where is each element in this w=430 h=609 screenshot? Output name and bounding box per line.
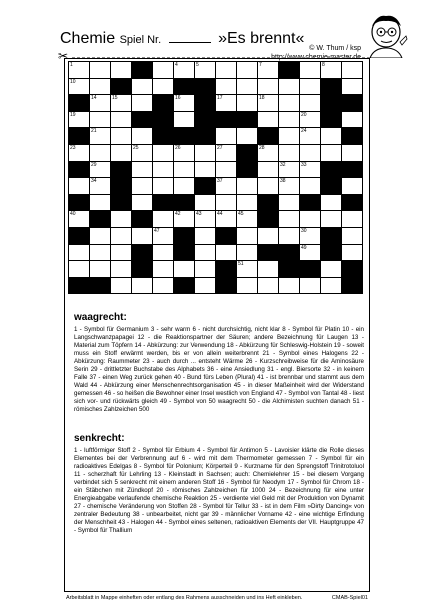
grid-cell-black: [152, 194, 174, 212]
grid-cell[interactable]: [278, 161, 300, 179]
grid-cell[interactable]: [236, 194, 258, 212]
grid-cell[interactable]: [257, 177, 279, 195]
grid-cell[interactable]: [236, 227, 258, 245]
grid-cell[interactable]: [110, 144, 132, 162]
grid-cell-black: [215, 227, 237, 245]
grid-cell[interactable]: [131, 144, 153, 162]
crossword-grid: [68, 61, 368, 294]
grid-cell[interactable]: [236, 277, 258, 295]
grid-cell[interactable]: [110, 111, 132, 129]
grid-cell[interactable]: [68, 177, 90, 195]
grid-cell-black: [320, 94, 342, 112]
grid-cell[interactable]: [341, 61, 363, 79]
clue-number: 15: [112, 95, 118, 102]
worksheet-title: Chemie Spiel Nr. »Es brennt«: [60, 30, 305, 47]
clue-number: 27: [217, 145, 223, 151]
grid-cell[interactable]: [131, 277, 153, 295]
grid-cell[interactable]: [215, 94, 237, 112]
grid-cell-black: [215, 277, 237, 295]
grid-cell[interactable]: [89, 94, 111, 112]
grid-cell-black: [215, 260, 237, 278]
grid-cell[interactable]: [152, 177, 174, 195]
grid-cell[interactable]: [194, 260, 216, 278]
grid-cell-black: [320, 244, 342, 262]
clue-number: 24: [301, 128, 307, 135]
grid-cell-black: [194, 177, 216, 195]
clue-number: 40: [70, 211, 76, 218]
grid-cell[interactable]: [152, 144, 174, 162]
grid-cell[interactable]: [68, 61, 90, 79]
grid-cell-black: [278, 244, 300, 262]
grid-cell[interactable]: [110, 94, 132, 112]
grid-cell[interactable]: [236, 127, 258, 145]
clue-number: 14: [91, 95, 97, 102]
grid-cell[interactable]: [278, 111, 300, 129]
grid-cell-black: [131, 210, 153, 228]
grid-cell[interactable]: [173, 210, 195, 228]
grid-cell[interactable]: [236, 78, 258, 96]
grid-cell[interactable]: [299, 244, 321, 262]
grid-cell[interactable]: [299, 144, 321, 162]
grid-cell[interactable]: [278, 194, 300, 212]
grid-cell-black: [194, 78, 216, 96]
grid-cell[interactable]: [152, 210, 174, 228]
grid-cell-black: [110, 78, 132, 96]
grid-cell[interactable]: [194, 161, 216, 179]
grid-cell[interactable]: [257, 94, 279, 112]
grid-cell-black: [68, 227, 90, 245]
grid-cell[interactable]: [89, 111, 111, 129]
grid-cell[interactable]: [68, 144, 90, 162]
grid-cell[interactable]: [341, 244, 363, 262]
grid-cell-black: [194, 94, 216, 112]
grid-cell[interactable]: [257, 61, 279, 79]
grid-cell-black: [299, 194, 321, 212]
grid-cell-black: [341, 161, 363, 179]
grid-cell[interactable]: [320, 127, 342, 145]
grid-cell-black: [320, 78, 342, 96]
grid-cell-black: [173, 194, 195, 212]
grid-cell[interactable]: [194, 210, 216, 228]
grid-cell[interactable]: [257, 78, 279, 96]
clue-number: 34: [91, 178, 97, 185]
down-clues: 1 - luftförmiger Stoff 2 - Symbol für Erbium 4 - Symbol für Antimon 5 - Lavoisier klärte die Rolle dieses Elementes bei der Verbrennung auf 6 - wird mit dem Thermometer gemessen 7 - Symbol für ein radioaktives Edelgas 8 - Symbol für Polonium; Körperteil 9 - Kurzname für den Sprengstoff Trinitrotoluol 11 - scherzhaft für Lehrling 13 - Kleinstadt in Sachsen; auch: Chemielehrer 15 - bei diesem Vorgang verbindet sich 5 senkrecht mit einem anderen Stoff 16 - Symbol für Neodym 17 - Symbol für Chrom 18 - ein Stäbchen mit Zündkopf 20 - römisches Zahlzeichen für 1000 24 - Bezeichnung für eine unter Energieabgabe verlaufende chemische Reaktion 25 - verdiente viel Geld mit der Produktion von Dynamit 27 - chemische Veränderung von Stoffen 28 - Symbol für Tellur 33 - ist in dem Film »Dirty Dancing« von zentraler Bedeutung 38 - unbearbeitet, nicht gar 39 - männlicher Vorname 42 - eine wichtige Erfindung der Menschheit 43 - Halogen 44 - Symbol eines seltenen, radioaktiven Elements der VII. Hauptgruppe 47 - Symbol für Thallium: [74, 447, 364, 534]
grid-cell[interactable]: [278, 227, 300, 245]
clue-number: 37: [217, 178, 223, 185]
grid-cell[interactable]: [110, 127, 132, 145]
grid-cell-black: [278, 260, 300, 278]
clue-number: 51: [238, 261, 244, 268]
grid-cell[interactable]: [89, 227, 111, 245]
grid-cell[interactable]: [278, 78, 300, 96]
grid-cell-black: [152, 127, 174, 145]
clue-number: 26: [175, 145, 181, 151]
clue-number: 8: [322, 62, 325, 68]
grid-cell[interactable]: [320, 260, 342, 278]
chemist-cartoon-icon: [364, 12, 408, 58]
grid-cell[interactable]: [236, 244, 258, 262]
grid-cell[interactable]: [131, 227, 153, 245]
clue-number: 4: [175, 62, 178, 68]
grid-cell-black: [341, 127, 363, 145]
grid-cell[interactable]: [131, 127, 153, 145]
grid-cell[interactable]: [173, 177, 195, 195]
grid-cell[interactable]: [68, 244, 90, 262]
grid-cell-black: [152, 94, 174, 112]
scissors-icon: ✂: [58, 49, 69, 63]
grid-cell[interactable]: [194, 194, 216, 212]
grid-cell[interactable]: [173, 260, 195, 278]
grid-cell-black: [194, 111, 216, 129]
grid-cell-black: [257, 244, 279, 262]
grid-cell[interactable]: [299, 127, 321, 145]
clue-number: 21: [91, 128, 97, 135]
grid-cell[interactable]: [257, 260, 279, 278]
grid-cell[interactable]: [152, 260, 174, 278]
grid-cell-black: [131, 111, 153, 129]
grid-cell[interactable]: [215, 177, 237, 195]
grid-cell[interactable]: [236, 260, 258, 278]
grid-cell-black: [110, 177, 132, 195]
clue-number: 33: [301, 161, 307, 168]
grid-cell[interactable]: [215, 244, 237, 262]
grid-cell[interactable]: [89, 177, 111, 195]
grid-cell[interactable]: [320, 194, 342, 212]
grid-cell[interactable]: [110, 277, 132, 295]
clue-number: 17: [217, 95, 223, 102]
grid-cell[interactable]: [299, 94, 321, 112]
grid-cell[interactable]: [152, 161, 174, 179]
grid-cell-black: [110, 194, 132, 212]
grid-cell[interactable]: [236, 61, 258, 79]
clue-number: 30: [301, 228, 307, 234]
grid-cell[interactable]: [236, 210, 258, 228]
grid-cell[interactable]: [299, 111, 321, 129]
clue-number: 18: [259, 95, 265, 102]
grid-cell[interactable]: [215, 61, 237, 79]
footer: Arbeitsblatt in Mappe einheften oder entlang des Rahmens ausschneiden und ins Heft einkleben. CMAB-Spiel01: [66, 595, 368, 601]
grid-cell[interactable]: [215, 194, 237, 212]
grid-cell[interactable]: [110, 210, 132, 228]
grid-cell-black: [257, 127, 279, 145]
clue-number: 28: [259, 145, 265, 151]
clue-number: 43: [196, 211, 202, 218]
credit: © W. Thum / ksp http://www.chemie-master.de: [271, 45, 361, 61]
grid-cell[interactable]: [152, 61, 174, 79]
grid-cell-black: [341, 260, 363, 278]
grid-cell[interactable]: [278, 94, 300, 112]
clue-number: 7: [259, 62, 262, 68]
grid-cell[interactable]: [173, 144, 195, 162]
grid-cell-black: [68, 94, 90, 112]
grid-cell[interactable]: [173, 161, 195, 179]
clue-number: 42: [175, 211, 181, 218]
across-heading: waagrecht:: [74, 312, 127, 323]
number-blank: [169, 32, 211, 43]
grid-cell[interactable]: [131, 94, 153, 112]
clue-number: 1: [70, 62, 73, 68]
grid-cell[interactable]: [257, 161, 279, 179]
clue-number: 47: [154, 228, 160, 234]
grid-cell[interactable]: [299, 177, 321, 195]
grid-cell-black: [341, 94, 363, 112]
clue-number: 19: [70, 111, 76, 118]
grid-cell[interactable]: [131, 78, 153, 96]
grid-cell[interactable]: [341, 144, 363, 162]
clue-number: 20: [301, 111, 307, 118]
clue-number: 10: [70, 78, 76, 85]
grid-cell[interactable]: [68, 210, 90, 228]
grid-cell-black: [173, 227, 195, 245]
grid-cell[interactable]: [320, 210, 342, 228]
grid-cell[interactable]: [257, 277, 279, 295]
grid-cell[interactable]: [110, 227, 132, 245]
grid-cell[interactable]: [257, 144, 279, 162]
grid-cell[interactable]: [89, 78, 111, 96]
grid-cell[interactable]: [299, 277, 321, 295]
grid-cell[interactable]: [110, 244, 132, 262]
grid-cell[interactable]: [194, 61, 216, 79]
grid-cell[interactable]: [257, 111, 279, 129]
clue-number: 29: [91, 161, 97, 168]
grid-cell[interactable]: [341, 78, 363, 96]
grid-cell[interactable]: [89, 194, 111, 212]
grid-cell[interactable]: [215, 78, 237, 96]
grid-cell[interactable]: [341, 111, 363, 129]
grid-cell[interactable]: [131, 161, 153, 179]
down-heading: senkrecht:: [74, 433, 125, 444]
grid-cell[interactable]: [68, 78, 90, 96]
across-clues: 1 - Symbol für Germanium 3 - sehr warm 6 - nicht durchsichtig, nicht klar 8 - Symbol für Platin 10 - ein Langschwanzpapagei 12 - die Reaktionspartner der Säuren; andere Bezeichnung für Laugen 13 - Material zum Töpfern 14 - Abkürzung: zur Verwendung 18 - Abkürzung für Schleswig-Holstein 19 - soweit muss ein Stoff erwärmt werden, bis er von allein weiterbrennt 21 - Symbol eines Halogens 22 - Abkürzung: Raummeter 23 - auch durch ... entsteht Wärme 26 - Kurzschreibweise für die Aminosäure Serin 29 - drittletzter Buchstabe des Alphabets 36 - eine Ansiedlung 31 - engl. Biersorte 32 - in keinem Falle 37 - einen Weg zurück gehen 40 - Bund fürs Leben (Plural) 41 - ist brennbar und stammt aus dem Wald 44 - Abkürzung einer Menschenrechtsorganisation 45 - in dieser Maßeinheit wird der Widerstand gemessen 46 - so heißen die Bewohner einer Insel westlich von England 47 - Symbol von Tantal 48 - liest sich vor- und rückwärts gleich 49 - Symbol von 50 waagrecht 50 - die Alchimisten suchten danach 51 - römisches Zahlzeichen 500: [74, 326, 364, 413]
grid-cell-black: [341, 277, 363, 295]
grid-cell[interactable]: [236, 177, 258, 195]
grid-cell-black: [68, 161, 90, 179]
grid-cell[interactable]: [152, 78, 174, 96]
grid-cell[interactable]: [278, 277, 300, 295]
grid-cell[interactable]: [299, 227, 321, 245]
clue-number: 45: [238, 211, 244, 218]
grid-cell[interactable]: [89, 127, 111, 145]
grid-cell-black: [173, 277, 195, 295]
grid-cell-black: [68, 277, 90, 295]
grid-cell-black: [236, 144, 258, 162]
grid-cell-black: [89, 277, 111, 295]
grid-cell-black: [131, 61, 153, 79]
grid-cell[interactable]: [278, 210, 300, 228]
grid-cell[interactable]: [278, 127, 300, 145]
grid-cell[interactable]: [341, 227, 363, 245]
grid-cell[interactable]: [320, 277, 342, 295]
grid-cell[interactable]: [320, 61, 342, 79]
grid-cell-black: [320, 111, 342, 129]
grid-cell[interactable]: [89, 244, 111, 262]
grid-cell[interactable]: [194, 277, 216, 295]
grid-cell[interactable]: [68, 260, 90, 278]
grid-cell-black: [299, 260, 321, 278]
grid-cell[interactable]: [152, 227, 174, 245]
grid-cell-black: [236, 111, 258, 129]
grid-cell[interactable]: [89, 260, 111, 278]
grid-cell-black: [110, 161, 132, 179]
grid-cell-black: [89, 210, 111, 228]
grid-cell-black: [152, 111, 174, 129]
grid-cell-black: [131, 244, 153, 262]
grid-cell[interactable]: [173, 94, 195, 112]
grid-cell[interactable]: [110, 260, 132, 278]
grid-cell-black: [320, 161, 342, 179]
clue-number: 16: [175, 95, 181, 102]
clue-number: 32: [280, 161, 286, 168]
grid-cell[interactable]: [89, 144, 111, 162]
grid-cell[interactable]: [152, 277, 174, 295]
clue-number: 49: [301, 244, 307, 251]
grid-cell[interactable]: [89, 61, 111, 79]
grid-cell-black: [173, 244, 195, 262]
grid-cell[interactable]: [68, 111, 90, 129]
clue-number: 25: [133, 145, 139, 151]
grid-cell[interactable]: [299, 61, 321, 79]
grid-cell-black: [131, 260, 153, 278]
grid-cell[interactable]: [152, 244, 174, 262]
grid-cell[interactable]: [215, 161, 237, 179]
clue-number: 44: [217, 211, 223, 218]
grid-cell-black: [68, 127, 90, 145]
grid-cell[interactable]: [299, 210, 321, 228]
grid-cell[interactable]: [236, 94, 258, 112]
grid-cell[interactable]: [89, 161, 111, 179]
clue-number: 23: [70, 145, 76, 151]
grid-cell-black: [257, 194, 279, 212]
grid-cell[interactable]: [299, 78, 321, 96]
grid-cell[interactable]: [173, 111, 195, 129]
grid-cell[interactable]: [194, 244, 216, 262]
grid-cell-black: [173, 78, 195, 96]
grid-cell-black: [215, 111, 237, 129]
grid-cell[interactable]: [278, 144, 300, 162]
grid-cell[interactable]: [341, 177, 363, 195]
grid-cell[interactable]: [110, 61, 132, 79]
grid-cell-black: [68, 194, 90, 212]
grid-cell-black: [278, 61, 300, 79]
grid-cell-black: [236, 161, 258, 179]
grid-cell[interactable]: [194, 227, 216, 245]
grid-cell[interactable]: [194, 144, 216, 162]
grid-cell[interactable]: [320, 144, 342, 162]
grid-cell[interactable]: [215, 127, 237, 145]
grid-cell-black: [320, 177, 342, 195]
grid-cell-black: [341, 194, 363, 212]
clue-number: 38: [280, 178, 286, 185]
grid-cell-black: [194, 127, 216, 145]
grid-cell-black: [173, 127, 195, 145]
grid-cell-black: [257, 210, 279, 228]
grid-cell[interactable]: [257, 227, 279, 245]
grid-cell[interactable]: [215, 210, 237, 228]
grid-cell[interactable]: [131, 194, 153, 212]
grid-cell[interactable]: [173, 61, 195, 79]
grid-cell-black: [320, 227, 342, 245]
clue-number: 5: [196, 62, 199, 68]
grid-cell[interactable]: [215, 144, 237, 162]
grid-cell[interactable]: [278, 177, 300, 195]
grid-cell[interactable]: [131, 177, 153, 195]
grid-cell[interactable]: [299, 161, 321, 179]
grid-cell[interactable]: [341, 210, 363, 228]
